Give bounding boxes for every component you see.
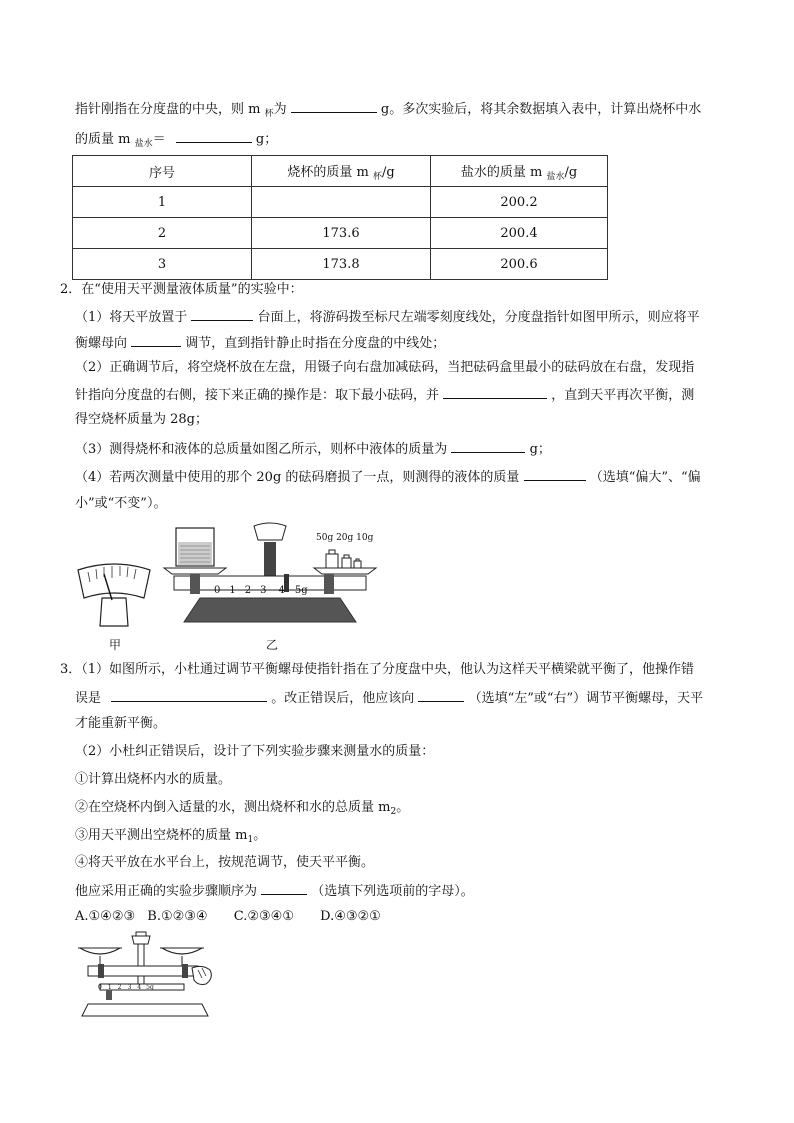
table-header: 烧杯的质量 m $_杯$/g: [252, 156, 431, 187]
q2-title: 2．在“使用天平测量液体质量”的实验中：: [60, 282, 303, 297]
answer-blank[interactable]: [176, 128, 252, 143]
q3-part1-line3: 才能重新平衡。: [75, 716, 167, 731]
option-d[interactable]: D.④③②①: [320, 909, 381, 924]
q2-part4-line1: （4）若两次测量中使用的那个 20g 的砝码磨损了一点，则测得的液体的质量 （选填“偏大”、“偏: [75, 466, 701, 488]
data-table: [72, 155, 608, 280]
option-a[interactable]: A.①④②③: [75, 909, 136, 924]
q2-part2-line2: 针指向分度盘的右侧，接下来正确的操作是：取下最小砝码，并 ，直到天平再次平衡，测: [75, 384, 694, 406]
table-header: 序号: [73, 156, 252, 187]
table-cell: 173.6: [252, 218, 431, 249]
q2-part1-line1: （1）将天平放置于 台面上，将游码拨至标尺左端零刻度线处，分度盘指针如图甲所示，则应将平: [75, 306, 700, 328]
table-cell: 200.6: [431, 249, 608, 280]
option-c[interactable]: C.②③④①: [233, 909, 294, 924]
table-row: [73, 249, 608, 280]
q2-part2-line1: （2）正确调节后，将空烧杯放在左盘，用镊子向右盘加减砝码，当把砝码盒里最小的砝码放在右盘，发现指: [75, 360, 695, 375]
figure-label-yi: 乙: [266, 638, 279, 652]
q1-line-1: 指针刚指在分度盘的中央，则 m $_杯$为 g。多次实验后，将其余数据填入表中，计算出烧杯中水: [75, 98, 701, 124]
answer-blank[interactable]: [291, 98, 377, 113]
q1-line-2: 的质量 m $_{盐水}$＝ g；: [75, 128, 277, 154]
scale-ticks: 0 1 2 3 4 5g: [214, 585, 308, 596]
option-b[interactable]: B.①②③④: [147, 909, 208, 924]
q3-scale-ticks: 0 1 2 3 4 5g: [98, 984, 154, 991]
answer-blank[interactable]: [418, 687, 464, 702]
q2-part4-line2: 小”或“不变”）。: [75, 496, 167, 511]
balance-figure-q3: [74, 930, 216, 1020]
q3-step-1: ①计算出烧杯内水的质量。: [75, 772, 232, 787]
q3-part1-line2: 误是 。改正错误后，他应该向 （选填“左”或“右”）调节平衡螺母，天平: [75, 687, 703, 709]
table-header-row: [73, 156, 608, 187]
table-row: [73, 187, 608, 218]
q3-step-2: ②在空烧杯内倒入适量的水，测出烧杯和水的总质量 $m_2$。: [75, 800, 410, 817]
table-header: 盐水的质量 m $_{盐水}$/g: [431, 156, 608, 187]
q3-step-4: ④将天平放在水平台上，按规范调节，使天平平衡。: [75, 855, 375, 870]
table-cell: 200.2: [431, 187, 608, 218]
q3-options: [75, 907, 381, 927]
table-cell: 3: [73, 249, 252, 280]
q2-part1-line2: 衡螺母向 调节，直到指针静止时指在分度盘的中线处；: [75, 332, 445, 354]
figure-label-jia: 甲: [109, 638, 122, 652]
q3-part2: （2）小杜纠正错误后，设计了下列实验步骤来测量水的质量：: [75, 744, 435, 759]
answer-blank[interactable]: [261, 880, 307, 895]
answer-blank[interactable]: [443, 384, 547, 399]
dial-figure-jia: [74, 558, 154, 628]
answer-blank[interactable]: [191, 306, 253, 321]
q3-ask: 他应采用正确的实验步骤顺序为 （选填下列选项前的字母）。: [75, 880, 474, 902]
q3-part1-line1: 3．（1）如图所示，小杜通过调节平衡螺母使指针指在了分度盘中央，他认为这样天平横梁就平衡了，他操作错: [60, 662, 695, 677]
answer-blank[interactable]: [131, 332, 181, 347]
answer-blank[interactable]: [451, 438, 525, 453]
table-row: [73, 218, 608, 249]
answer-blank[interactable]: [524, 466, 586, 481]
table-cell: 2: [73, 218, 252, 249]
weights-label: 50g 20g 10g: [316, 533, 374, 543]
table-cell[interactable]: [252, 187, 431, 218]
table-cell: 173.8: [252, 249, 431, 280]
table-cell: 200.4: [431, 218, 608, 249]
q3-step-3: ③用天平测出空烧杯的质量 $m_1$。: [75, 828, 267, 845]
answer-blank[interactable]: [111, 687, 267, 702]
table-cell: 1: [73, 187, 252, 218]
q2-part3: （3）测得烧杯和液体的总质量如图乙所示，则杯中液体的质量为 g；: [75, 438, 551, 460]
q2-part2-line3: 得空烧杯质量为 28g；: [75, 412, 208, 427]
